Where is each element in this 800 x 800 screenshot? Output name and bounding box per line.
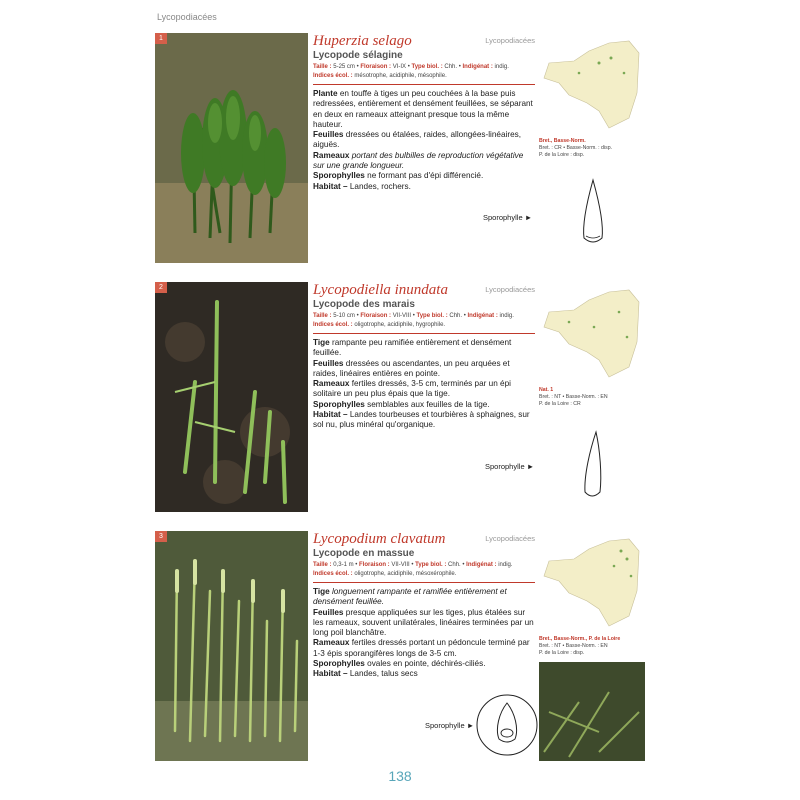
scientific-name: Lycopodiella inundata xyxy=(313,282,448,298)
vernacular-name: Lycopode des marais xyxy=(313,299,415,310)
distribution-map xyxy=(539,282,645,382)
species-number: 1 xyxy=(155,33,167,44)
sporophylle-label: Sporophylle ► xyxy=(483,213,533,222)
species-text xyxy=(313,33,535,192)
scientific-name: Lycopodium clavatum xyxy=(313,531,446,547)
sporophylle-drawing xyxy=(578,430,608,502)
species-entry-2 xyxy=(155,282,645,514)
status-info: Bret., Basse-Norm., P. de la Loire Bret. : NT • Basse-Norm. : EN P. de la Loire : disp. xyxy=(539,636,621,656)
meta-info: Taille : 0,3-1 m • Floraison : VII-VIII • Type biol. : Chh. • Indigénat : indig. Indices écol. : oligotrophe, acidiphile, mésoxérophile. xyxy=(313,562,513,577)
species-entry-3 xyxy=(155,531,645,763)
family-label: Lycopodiacées xyxy=(485,36,535,45)
species-text xyxy=(313,282,535,431)
page-number: 138 xyxy=(388,768,412,784)
divider xyxy=(313,84,535,85)
status-info: Nat. 1 Bret. : NT • Basse-Norm. : EN P. de la Loire : CR xyxy=(539,387,608,407)
species-number: 2 xyxy=(155,282,167,293)
running-head: Lycopodiacées xyxy=(157,12,217,22)
species-number: 3 xyxy=(155,531,167,542)
description: Tige rampante peu ramifiée entièrement et densément feuillée. Feuilles dressées ou ascendantes, un peu arquées et raides, linéaires entières en pointe. Rameaux fertiles dressés, 3-5 cm, terminés par un épi solitaire un peu plus épais que la tige. Sporophylles semblables aux feuilles de la tige. Habitat – Landes tourbeuses et tourbières à sphaignes, sur sol nu, plus minéral qu'organique. xyxy=(313,338,530,430)
family-label: Lycopodiacées xyxy=(485,534,535,543)
family-label: Lycopodiacées xyxy=(485,285,535,294)
status-info: Bret., Basse-Norm. Bret. : CR • Basse-Norm. : disp. P. de la Loire : disp. xyxy=(539,138,613,158)
meta-info: Taille : 5-10 cm • Floraison : VII-VIII • Type biol. : Chh. • Indigénat : indig. Indices écol. : oligotrophe, acidiphile, hygrophile. xyxy=(313,313,514,328)
meta-info: Taille : 5-25 cm • Floraison : VI-IX • Type biol. : Chh. • Indigénat : indig. Indices écol. : mésotrophe, acidiphile, mésophile. xyxy=(313,64,509,79)
scientific-name: Huperzia selago xyxy=(313,33,412,49)
species-photo xyxy=(155,33,308,263)
species-photo xyxy=(155,531,308,761)
divider xyxy=(313,333,535,334)
vernacular-name: Lycopode sélagine xyxy=(313,50,403,61)
species-photo xyxy=(155,282,308,512)
habitat-photo xyxy=(539,662,645,761)
distribution-map xyxy=(539,33,645,133)
divider xyxy=(313,582,535,583)
sporophylle-label: Sporophylle ► xyxy=(485,462,535,471)
sporophylle-drawing xyxy=(578,178,608,248)
sporophylle-label: Sporophylle ► xyxy=(425,721,475,730)
description: Plante en touffe à tiges un peu couchées à la base puis redressées, entièrement et densément feuillées, se séparant en deux en rameaux atteignant presque tous la même hauteur. Feuilles dressées ou étalées, raides, allongées-linéaires, aiguës. Rameaux portant des bulbilles de reproduction végétative sur une grande longueur. Sporophylles ne formant pas d'épi différencié. Habitat – Landes, rochers. xyxy=(313,89,533,191)
species-entry-1 xyxy=(155,33,645,265)
species-text xyxy=(313,531,535,680)
distribution-map xyxy=(539,531,645,631)
description: Tige longuement rampante et ramifiée entièrement et densément feuillée. Feuilles presque appliquées sur les tiges, plus étalées sur les rameaux, souvent unilatérales, linéaires terminées par un long poil blanchâtre. Rameaux fertiles dressés portant un pédoncule terminé par 1-3 épis sporangifères longs de 3-5 cm. Sporophylles ovales en pointe, déchirés-ciliés. Habitat – Landes, talus secs xyxy=(313,587,534,679)
sporophylle-drawing xyxy=(475,693,539,757)
vernacular-name: Lycopode en massue xyxy=(313,548,415,559)
